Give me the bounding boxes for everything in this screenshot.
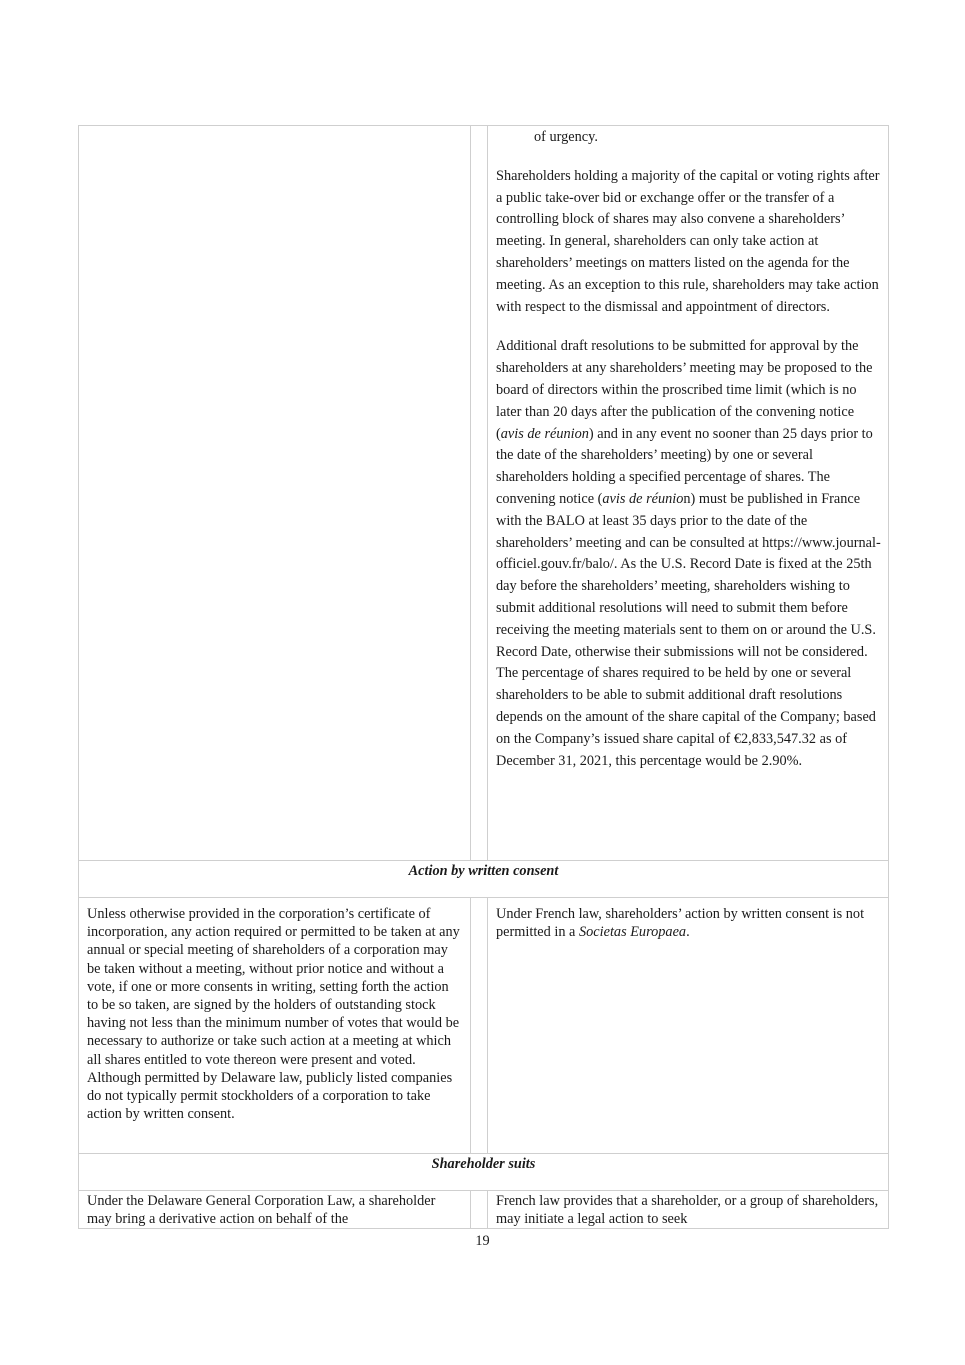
spacer-cell bbox=[471, 898, 488, 1154]
french-law-cell bbox=[488, 1191, 889, 1229]
french-written-consent-text: Under French law, shareholders’ action by written consent is not permitted in a Societas Europaea. bbox=[496, 906, 865, 941]
delaware-cell bbox=[79, 1191, 471, 1229]
table-row bbox=[79, 126, 889, 861]
spacer-cell bbox=[471, 1191, 488, 1229]
french-law-cell bbox=[488, 898, 889, 1154]
continuation-text: of urgency. bbox=[534, 129, 598, 145]
table-row bbox=[79, 898, 889, 1154]
comparison-table bbox=[78, 125, 889, 1229]
section-heading-row bbox=[79, 1154, 889, 1191]
delaware-suits-text: Under the Delaware General Corporation Law, a shareholder may bring a derivative action on behalf of the bbox=[87, 1193, 436, 1228]
italic-term: Societas Europaea bbox=[578, 924, 687, 941]
shareholder-convening-paragraph: Shareholders holding a majority of the capital or voting rights after a public take-over bid or exchange offer or the transfer of a controlling block of shares may also convene a shareholders’ meeting. In general, shareholders can only take action at shareholders’ meetings on matters listed on the agenda for the meeting. As an exception to this rule, shareholders may take action with respect to the dismissal and appointment of directors. bbox=[496, 167, 880, 315]
italic-term: avis de réunio bbox=[602, 490, 684, 507]
table-row bbox=[79, 1191, 889, 1229]
section-heading-row bbox=[79, 861, 889, 898]
page-number: 19 bbox=[475, 1233, 490, 1249]
french-suits-text: French law provides that a shareholder, or a group of shareholders, may initiate a legal action to seek bbox=[496, 1193, 879, 1228]
delaware-cell-empty bbox=[79, 126, 471, 861]
italic-term: avis de réunion bbox=[500, 425, 589, 442]
section-heading-written-consent: Action by written consent bbox=[79, 861, 889, 898]
draft-resolutions-paragraph: Additional draft resolutions to be submitted for approval by the shareholders at any shareholders’ meeting may be proposed to the board of directors within the proscribed time limit (which is no later than 20 days after the publication of the convening notice (avis de réunion) and in any event no sooner than 25 days prior to the date of the shareholders’ meeting) by one or several shareholders holding a specified percentage of shares. The convening notice (avis de réunion) must be published in France with the BALO at least 35 days prior to the date of the shareholders’ meeting and can be consulted at https://www.journal-officiel.gouv.fr/balo/. As the U.S. Record Date is fixed at the 25th day before the shareholders’ meeting, shareholders wishing to submit additional resolutions will need to submit them before receiving the meeting materials sent to them on or around the U.S. Record Date, otherwise their submissions will not be considered. The percentage of shares required to be held by one or several shareholders to be able to submit additional draft resolutions depends on the amount of the share capital of the Company; based on the Company’s issued share capital of €2,833,547.32 as of December 31, 2021, this percentage would be 2.90%. bbox=[496, 338, 881, 769]
delaware-cell bbox=[79, 898, 471, 1154]
french-law-cell bbox=[488, 126, 889, 861]
spacer-cell bbox=[471, 126, 488, 861]
delaware-written-consent-text: Unless otherwise provided in the corporation’s certificate of incorporation, any action required or permitted to be taken at any annual or special meeting of shareholders of a corporation may be taken without a meeting, without prior notice and without a vote, if one or more consents in writing, setting forth the action to be so taken, are signed by the holders of outstanding stock having not less than the minimum number of votes that would be necessary to authorize or take such action at a meeting at which all shares entitled to vote thereon were present and voted. Although permitted by Delaware law, publicly listed companies do not typically permit stockholders of a corporation to take action by written consent. bbox=[87, 906, 460, 1123]
section-heading-shareholder-suits: Shareholder suits bbox=[79, 1154, 889, 1191]
